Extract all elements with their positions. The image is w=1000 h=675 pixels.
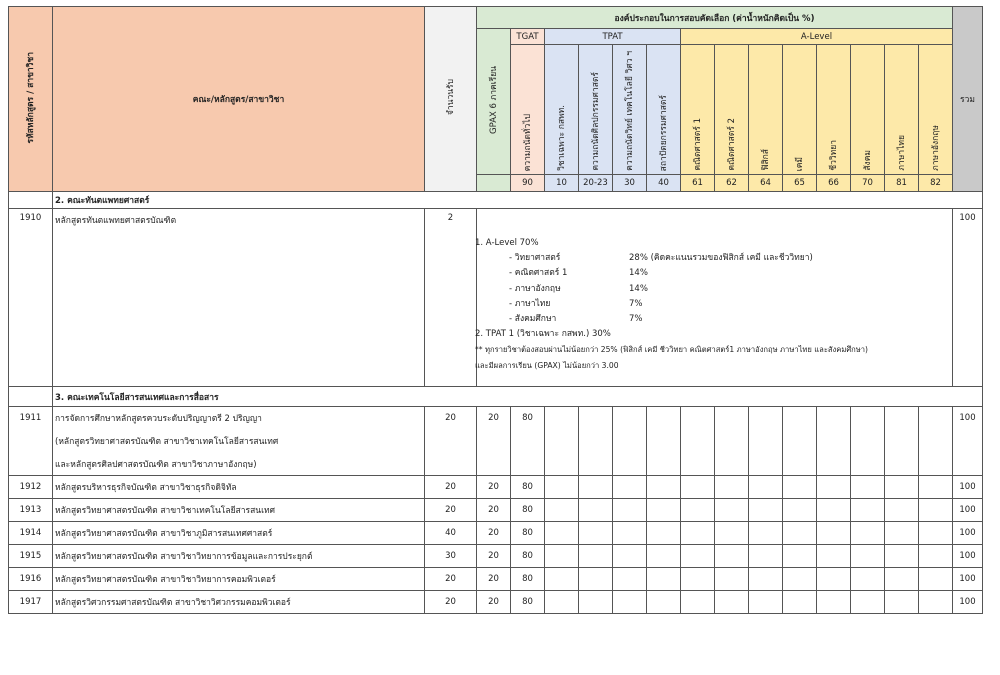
cell-total: 100 [953,591,983,614]
table-row [9,453,983,476]
cell-empty [749,522,783,545]
section-code-blank [9,387,53,407]
cell-gpax [477,453,511,476]
criteria-weight: 7% [629,298,643,309]
cell-empty [613,430,647,453]
table-row [9,407,983,430]
cell-empty [579,568,613,591]
cell-empty [681,407,715,430]
cell-empty [579,407,613,430]
cell-tgat: 80 [511,407,545,430]
table-row [9,568,983,591]
cell-tgat: 80 [511,476,545,499]
cell-empty [715,568,749,591]
cell-empty [783,568,817,591]
criteria-subject: - วิทยาศาสตร์ [509,253,561,264]
cell-empty [919,476,953,499]
cell-empty [579,430,613,453]
cell-empty [851,568,885,591]
criteria-line: 2. TPAT 1 (วิชาเฉพาะ กสพท.) 30% [475,329,611,340]
subject-code: 81 [885,175,919,192]
section-title: 3. คณะเทคโนโลยีสารสนเทศและการสื่อสาร [53,387,983,407]
table-row [9,430,983,453]
cell-empty [919,407,953,430]
criteria-item [475,312,945,327]
subject-code: 70 [851,175,885,192]
subject-code: 62 [715,175,749,192]
cell-name: หลักสูตรวิทยาศาสตรบัณฑิต สาขาวิชาวิทยาการคอมพิวเตอร์ [53,568,425,591]
cell-empty [613,568,647,591]
cell-empty [545,545,579,568]
cell-empty [579,522,613,545]
cell-gpax: 20 [477,568,511,591]
cell-empty [613,522,647,545]
cell-empty [851,453,885,476]
subject-code: 90 [511,175,545,192]
cell-tgat: 80 [511,545,545,568]
section-title: 2. คณะทันตแพทยศาสตร์ [53,192,983,209]
cell-empty [783,407,817,430]
cell-empty [715,591,749,614]
criteria-item [475,266,945,281]
cell-empty [783,453,817,476]
cell-empty [647,453,681,476]
cell-empty [647,407,681,430]
cell-empty [851,545,885,568]
cell-name: หลักสูตรบริหารธุรกิจบัณฑิต สาขาวิชาธุรกิจดิจิทัล [53,476,425,499]
subject-code: 40 [647,175,681,192]
table-row [9,591,983,614]
cell-empty [715,430,749,453]
cell-empty [545,430,579,453]
cell-code [9,453,53,476]
subject-code: 66 [817,175,851,192]
subject-code: 20-23 [579,175,613,192]
cell-total: 100 [953,522,983,545]
table-row [9,499,983,522]
cell-name: และหลักสูตรศิลปศาสตรบัณฑิต สาขาวิชาภาษาอังกฤษ) [53,453,425,476]
cell-empty [817,545,851,568]
cell-count [425,430,477,453]
cell-empty [919,522,953,545]
cell-name: (หลักสูตรวิทยาศาสตรบัณฑิต สาขาวิชาเทคโนโลยีสารสนเทศ [53,430,425,453]
cell-gpax: 20 [477,522,511,545]
cell-empty [613,591,647,614]
table-row [9,522,983,545]
cell-empty [647,430,681,453]
cell-empty [647,545,681,568]
cell-code: 1914 [9,522,53,545]
group-tgat: TGAT [511,29,545,45]
cell-total: 100 [953,499,983,522]
cell-empty [681,453,715,476]
cell-empty [749,568,783,591]
cell-empty [545,499,579,522]
cell-count: 30 [425,545,477,568]
cell-empty [919,499,953,522]
cell-gpax: 20 [477,407,511,430]
cell-empty [851,430,885,453]
cell-empty [579,453,613,476]
total-column-header: รวม [953,7,983,192]
cell-empty [647,499,681,522]
subject-header: ฟิสิกส์ [749,45,783,175]
cell-count: 20 [425,591,477,614]
cell-tgat: 80 [511,499,545,522]
cell-empty [681,476,715,499]
cell-empty [613,476,647,499]
cell-empty [783,430,817,453]
cell-empty [613,499,647,522]
cell-total [953,430,983,453]
cell-empty [681,591,715,614]
cell-empty [579,545,613,568]
cell-name: หลักสูตรวิทยาศาสตรบัณฑิต สาขาวิชาวิทยาการข้อมูลและการประยุกต์ [53,545,425,568]
cell-gpax: 20 [477,499,511,522]
criteria-subject: - คณิตศาสตร์ 1 [509,268,568,279]
cell-empty [545,453,579,476]
criteria-weight: 14% [629,283,648,294]
subject-header: ภาษาไทย [885,45,919,175]
cell-total: 100 [953,407,983,430]
cell-name: หลักสูตรวิทยาศาสตรบัณฑิต สาขาวิชาเทคโนโลยีสารสนเทศ [53,499,425,522]
cell-empty [749,591,783,614]
cell-empty [545,568,579,591]
cell-tgat: 80 [511,522,545,545]
dental-criteria-notes [475,236,945,373]
subject-header: ชีววิทยา [817,45,851,175]
cell-total: 100 [953,476,983,499]
cell-code: 1916 [9,568,53,591]
cell-empty [817,476,851,499]
cell-empty [851,591,885,614]
cell-empty [749,499,783,522]
gpax-header: GPAX 6 ภาคเรียน [477,29,511,175]
subject-header: ความถนัดวิทย์ เทคโนโลยี วิศว ฯ [613,45,647,175]
cell-empty [749,453,783,476]
cell-empty [817,568,851,591]
cell-empty [783,545,817,568]
criteria-weight: 28% (คิดคะแนนรวมของฟิสิกส์ เคมี และชีววิทยา) [629,253,813,264]
cell-empty [783,522,817,545]
code-column-header: รหัสหลักสูตร / สาขาวิชา [9,7,53,192]
section-code-blank [9,192,53,209]
cell-empty [885,407,919,430]
cell-code: 1913 [9,499,53,522]
subject-header: คณิตศาสตร์ 2 [715,45,749,175]
criteria-item [475,251,945,266]
cell-empty [647,522,681,545]
subject-code: 30 [613,175,647,192]
cell-empty [613,545,647,568]
program-total: 100 [953,209,983,387]
cell-code: 1917 [9,591,53,614]
subject-header: ความถนัดทั่วไป [511,45,545,175]
subject-code: 64 [749,175,783,192]
cell-gpax: 20 [477,545,511,568]
cell-tgat: 80 [511,591,545,614]
table-row [9,545,983,568]
subject-code: 61 [681,175,715,192]
cell-empty [681,568,715,591]
subject-code: 65 [783,175,817,192]
criteria-weight: 14% [629,268,648,279]
cell-empty [749,430,783,453]
cell-empty [681,499,715,522]
cell-empty [545,407,579,430]
cell-empty [715,407,749,430]
criteria-subject: - ภาษาอังกฤษ [509,283,561,294]
cell-empty [749,407,783,430]
cell-empty [579,476,613,499]
table-row [9,476,983,499]
cell-count: 40 [425,522,477,545]
cell-empty [749,545,783,568]
cell-empty [919,545,953,568]
cell-empty [613,453,647,476]
cell-empty [885,453,919,476]
cell-empty [715,522,749,545]
criteria-line: และมีผลการเรียน (GPAX) ไม่น้อยกว่า 3.00 [475,360,619,370]
cell-name: หลักสูตรวิทยาศาสตรบัณฑิต สาขาวิชาภูมิสารสนเทศศาสตร์ [53,522,425,545]
cell-empty [579,499,613,522]
criteria-weight: 7% [629,313,643,324]
cell-empty [545,476,579,499]
subject-header: ความถนัดศิลปกรรมศาสตร์ [579,45,613,175]
cell-empty [613,407,647,430]
cell-total: 100 [953,545,983,568]
subject-header: คณิตศาสตร์ 1 [681,45,715,175]
cell-empty [885,499,919,522]
gpax-code-cell [477,175,511,192]
criteria-subject: - สังคมศึกษา [509,313,557,324]
cell-empty [919,453,953,476]
subject-header: เคมี [783,45,817,175]
cell-empty [817,407,851,430]
cell-name: หลักสูตรวิศวกรรมศาสตรบัณฑิต สาขาวิชาวิศวกรรมคอมพิวเตอร์ [53,591,425,614]
cell-empty [545,522,579,545]
cell-gpax [477,430,511,453]
count-column-header: จำนวนรับ [425,7,477,192]
cell-empty [817,591,851,614]
criteria-line: ** ทุกรายวิชาต้องสอบผ่านไม่น้อยกว่า 25% (ฟิสิกส์ เคมี ชีววิทยา คณิตศาสตร์1 ภาษาอังกฤษ ภาษาไทย และสังคมศึกษา) [475,345,868,355]
criteria-item [475,297,945,312]
cell-total: 100 [953,568,983,591]
cell-empty [715,453,749,476]
cell-count: 20 [425,407,477,430]
cell-code: 1911 [9,407,53,430]
subject-code: 10 [545,175,579,192]
cell-empty [885,476,919,499]
cell-gpax: 20 [477,591,511,614]
cell-empty [817,453,851,476]
cell-empty [681,545,715,568]
subject-header: สังคม [851,45,885,175]
subject-header: วิชาเฉพาะ กสพท. [545,45,579,175]
subject-code: 82 [919,175,953,192]
group-alevel: A-Level [681,29,953,45]
components-title: องค์ประกอบในการสอบคัดเลือก (ค่าน้ำหนักคิดเป็น %) [477,7,953,29]
cell-empty [919,591,953,614]
cell-code: 1912 [9,476,53,499]
cell-total [953,453,983,476]
cell-empty [885,545,919,568]
name-column-header: คณะ/หลักสูตร/สาขาวิชา [53,7,425,192]
group-tpat: TPAT [545,29,681,45]
cell-empty [545,591,579,614]
cell-name: การจัดการศึกษาหลักสูตรควบระดับปริญญาตรี 2 ปริญญา [53,407,425,430]
cell-empty [715,545,749,568]
cell-tgat: 80 [511,568,545,591]
cell-empty [647,476,681,499]
cell-empty [817,430,851,453]
cell-empty [647,568,681,591]
cell-empty [681,430,715,453]
subject-header: ภาษาอังกฤษ [919,45,953,175]
cell-code [9,430,53,453]
cell-empty [851,476,885,499]
cell-empty [749,476,783,499]
criteria-subject: - ภาษาไทย [509,298,551,309]
cell-code: 1915 [9,545,53,568]
cell-empty [817,499,851,522]
criteria-item [475,282,945,297]
program-name: หลักสูตรทันตแพทยศาสตรบัณฑิต [53,209,425,387]
cell-count: 20 [425,476,477,499]
cell-empty [715,499,749,522]
cell-count: 20 [425,499,477,522]
program-code: 1910 [9,209,53,387]
cell-empty [851,407,885,430]
cell-empty [783,476,817,499]
criteria-line: 1. A-Level 70% [475,238,539,248]
cell-tgat [511,453,545,476]
cell-empty [715,476,749,499]
cell-empty [817,522,851,545]
cell-empty [783,591,817,614]
cell-empty [885,591,919,614]
cell-empty [919,430,953,453]
cell-empty [851,499,885,522]
cell-empty [919,568,953,591]
cell-empty [579,591,613,614]
cell-empty [681,522,715,545]
cell-empty [783,499,817,522]
cell-count [425,453,477,476]
cell-empty [885,522,919,545]
cell-empty [885,568,919,591]
cell-count: 20 [425,568,477,591]
cell-gpax: 20 [477,476,511,499]
cell-empty [851,522,885,545]
cell-empty [885,430,919,453]
cell-empty [647,591,681,614]
cell-tgat [511,430,545,453]
subject-header: สถาปัตยกรรมศาสตร์ [647,45,681,175]
program-count: 2 [425,209,477,387]
